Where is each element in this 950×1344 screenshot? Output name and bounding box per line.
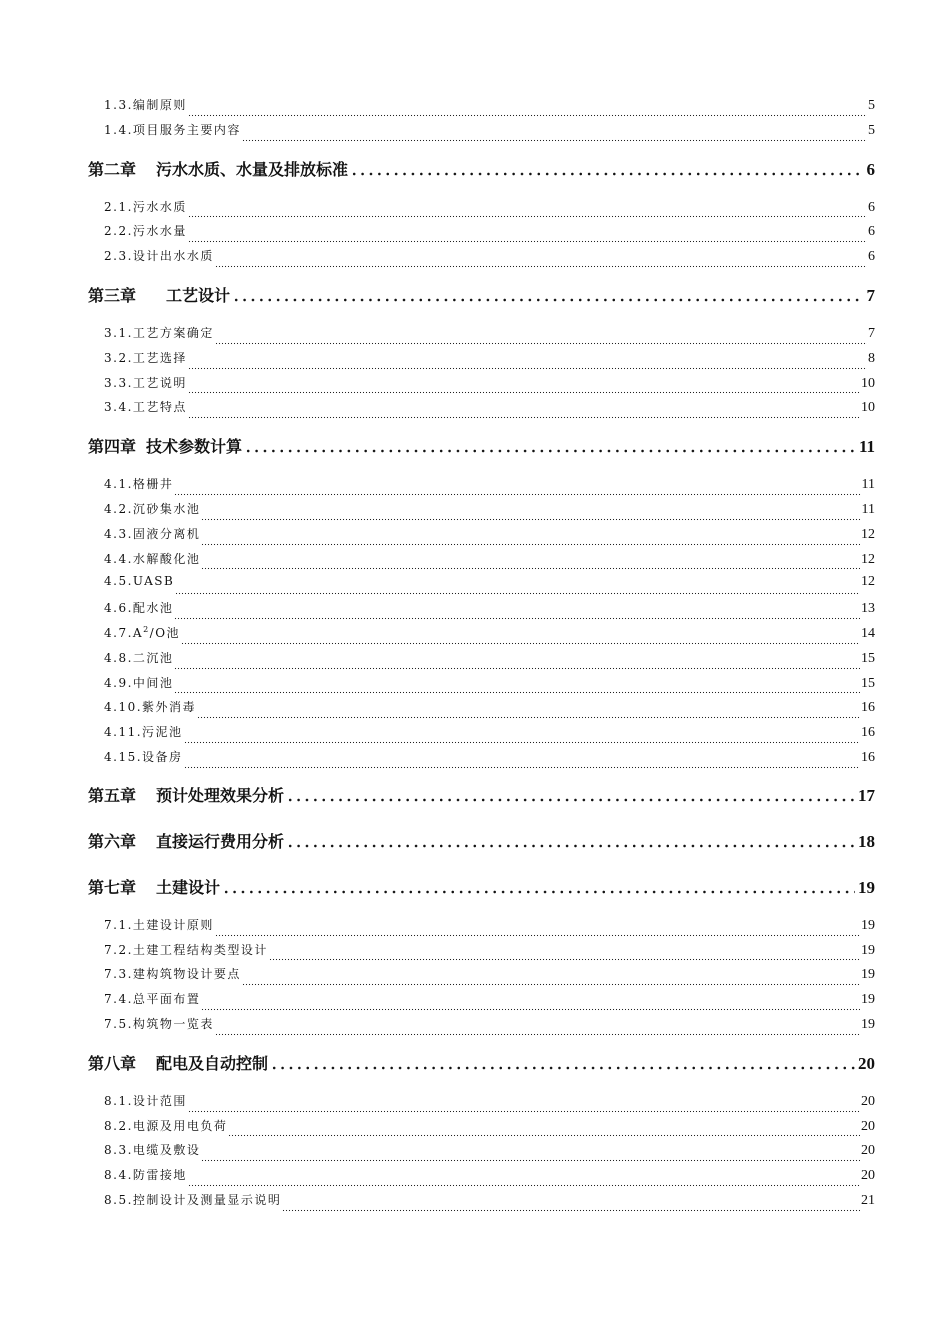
toc-page-number: 16 (861, 700, 875, 716)
toc-entry[interactable] (88, 674, 875, 699)
toc-page-number: 11 (861, 501, 875, 517)
toc-page-number: 5 (868, 122, 875, 138)
toc-page-number: 12 (861, 574, 875, 590)
dot-leader (188, 209, 867, 218)
toc-entry-label: 1.4.项目服务主要内容 (104, 122, 241, 137)
toc-entry-label: 4.9.中间池 (104, 675, 174, 690)
toc-page-number: 16 (861, 749, 875, 765)
dot-leader (286, 794, 855, 804)
toc-page-number: 19 (858, 877, 875, 897)
toc-entry[interactable] (88, 599, 875, 624)
toc-entry[interactable] (88, 475, 875, 500)
chapter-number: 第六章 (88, 831, 137, 851)
toc-entry[interactable] (88, 574, 875, 599)
toc-entry[interactable] (88, 374, 875, 399)
toc-entry-label: 4.3.固液分离机 (104, 526, 201, 541)
chapter-title: 土建设计 (156, 877, 221, 897)
dot-leader (201, 561, 860, 570)
dot-leader (222, 886, 855, 896)
toc-chapter[interactable] (88, 875, 875, 901)
toc-page-number: 19 (861, 992, 875, 1008)
dot-leader (188, 108, 867, 117)
toc-chapter[interactable] (88, 1051, 875, 1077)
toc-entry-label: 8.3.电缆及敷设 (104, 1143, 201, 1158)
toc-page-number: 12 (861, 526, 875, 542)
toc-page-number: 20 (861, 1168, 875, 1184)
toc-page-number: 10 (861, 400, 875, 416)
toc-page-number: 8 (868, 350, 875, 366)
dot-leader (215, 1027, 860, 1036)
toc-entry[interactable] (88, 121, 875, 146)
toc-entry[interactable] (88, 1141, 875, 1166)
toc-entry[interactable] (88, 1015, 875, 1040)
toc-page-number: 21 (861, 1192, 875, 1208)
toc-entry-label: 3.3.工艺说明 (104, 375, 187, 390)
toc-page-number: 5 (868, 98, 875, 113)
dot-leader (215, 928, 860, 937)
toc-entry[interactable] (88, 198, 875, 223)
toc-chapter[interactable] (88, 283, 875, 309)
table-of-contents (88, 96, 875, 1216)
toc-page-number: 20 (858, 1053, 875, 1073)
toc-page-number: 12 (861, 551, 875, 567)
toc-entry-label: 7.3.建构筑物设计要点 (104, 967, 241, 982)
dot-leader (174, 487, 860, 496)
toc-page-number: 19 (861, 1016, 875, 1032)
dot-leader (282, 1203, 860, 1212)
toc-entry[interactable] (88, 723, 875, 748)
toc-entry-label: 3.1.工艺方案确定 (104, 325, 214, 340)
dot-leader (174, 661, 860, 670)
toc-page-number: 13 (861, 601, 875, 617)
chapter-title: 预计处理效果分析 (156, 785, 285, 805)
toc-page-number: 10 (861, 375, 875, 391)
toc-entry[interactable] (88, 649, 875, 674)
toc-entry[interactable] (88, 349, 875, 374)
toc-page-number: 6 (868, 199, 875, 215)
toc-entry[interactable] (88, 990, 875, 1015)
toc-page-number: 20 (861, 1143, 875, 1159)
toc-entry[interactable] (88, 941, 875, 966)
dot-leader (244, 445, 856, 455)
chapter-title: 技术参数计算 (146, 437, 243, 457)
toc-entry-label: 2.3.设计出水水质 (104, 249, 214, 264)
toc-entry-label: 2.1.污水水质 (104, 199, 187, 214)
toc-entry-label: 8.1.设计范围 (104, 1093, 187, 1108)
toc-chapter[interactable] (88, 829, 875, 855)
toc-page-number: 6 (866, 159, 875, 179)
dot-leader (188, 385, 860, 394)
toc-entry[interactable] (88, 222, 875, 247)
toc-page-number: 16 (861, 725, 875, 741)
dot-leader (181, 636, 860, 645)
toc-entry-label: 4.15.设备房 (104, 749, 183, 764)
toc-entry[interactable] (88, 500, 875, 525)
toc-entry[interactable] (88, 1191, 875, 1216)
toc-entry[interactable] (88, 247, 875, 272)
dot-leader (228, 1128, 860, 1137)
toc-entry[interactable] (88, 1166, 875, 1191)
chapter-title: 工艺设计 (166, 285, 231, 305)
chapter-number: 第五章 (88, 785, 137, 805)
dot-leader (215, 259, 867, 268)
toc-entry[interactable] (88, 748, 875, 773)
dot-leader (175, 586, 860, 595)
dot-leader (201, 512, 860, 521)
toc-entry-label: 4.4.水解酸化池 (104, 551, 201, 566)
toc-entry[interactable] (88, 624, 875, 649)
toc-entry-label: 1.3.编制原则 (104, 98, 187, 112)
toc-entry-label: 7.1.土建设计原则 (104, 917, 214, 932)
toc-entry[interactable] (88, 965, 875, 990)
toc-entry[interactable] (88, 525, 875, 550)
toc-chapter[interactable] (88, 783, 875, 809)
dot-leader (350, 168, 863, 178)
toc-entry-label: 3.4.工艺特点 (104, 400, 187, 415)
toc-entry[interactable] (88, 324, 875, 349)
toc-entry-label: 3.2.工艺选择 (104, 350, 187, 365)
chapter-number: 第七章 (88, 877, 137, 897)
toc-entry[interactable] (88, 698, 875, 723)
toc-page-number: 11 (861, 477, 875, 493)
toc-page-number: 6 (868, 249, 875, 265)
toc-entry-label: 7.4.总平面布置 (104, 992, 201, 1007)
toc-page-number: 7 (866, 285, 875, 305)
toc-page-number: 14 (861, 625, 875, 641)
dot-leader (215, 336, 867, 345)
dot-leader (270, 1062, 855, 1072)
toc-entry-label: 8.5.控制设计及测量显示说明 (104, 1192, 282, 1207)
chapter-title: 污水水质、水量及排放标准 (156, 159, 349, 179)
dot-leader (188, 361, 867, 370)
toc-chapter[interactable] (88, 157, 875, 183)
toc-entry-label: 4.8.二沉池 (104, 650, 174, 665)
toc-page-number: 20 (861, 1118, 875, 1134)
dot-leader (188, 1104, 860, 1113)
toc-page-number: 17 (858, 785, 875, 805)
dot-leader (242, 133, 867, 142)
dot-leader (184, 760, 860, 769)
toc-page-number: 15 (861, 650, 875, 666)
toc-entry[interactable] (88, 96, 875, 121)
dot-leader (184, 735, 860, 744)
toc-entry-label: 4.1.格栅井 (104, 477, 174, 492)
toc-entry-label: 8.2.电源及用电负荷 (104, 1118, 228, 1133)
toc-page-number: 7 (868, 325, 875, 341)
toc-entry[interactable] (88, 1117, 875, 1142)
chapter-number: 第二章 (88, 159, 137, 179)
toc-entry[interactable] (88, 1092, 875, 1117)
chapter-number: 第四章 (88, 437, 137, 457)
toc-entry-label: 4.11.污泥池 (104, 725, 183, 740)
dot-leader (174, 611, 860, 620)
dot-leader (201, 1002, 860, 1011)
toc-entry-label: 4.10.紫外消毒 (104, 700, 197, 715)
dot-leader (188, 1178, 860, 1187)
dot-leader (201, 537, 860, 546)
dot-leader (197, 710, 860, 719)
toc-entry[interactable] (88, 550, 875, 575)
dot-leader (232, 294, 863, 304)
dot-leader (286, 840, 855, 850)
toc-page-number: 18 (858, 831, 875, 851)
toc-entry[interactable] (88, 398, 875, 423)
toc-entry-label: 4.2.沉砂集水池 (104, 501, 201, 516)
toc-page-number: 19 (861, 917, 875, 933)
toc-page-number: 19 (861, 942, 875, 958)
toc-page-number: 11 (858, 437, 875, 457)
dot-leader (188, 234, 867, 243)
dot-leader (242, 977, 860, 986)
chapter-title: 直接运行费用分析 (156, 831, 285, 851)
dot-leader (269, 952, 860, 961)
toc-entry-label: 4.6.配水池 (104, 601, 174, 616)
toc-page-number: 15 (861, 675, 875, 691)
toc-entry-label: 2.2.污水水量 (104, 224, 187, 239)
dot-leader (188, 410, 860, 419)
dot-leader (174, 685, 860, 694)
toc-page-number: 20 (861, 1093, 875, 1109)
toc-page-number: 19 (861, 967, 875, 983)
toc-entry-label: 7.2.土建工程结构类型设计 (104, 942, 268, 957)
chapter-title: 配电及自动控制 (156, 1053, 269, 1073)
toc-entry-label: 4.5.UASB (104, 574, 175, 589)
toc-entry-label: $4.7.A^2/O$池 (104, 624, 181, 640)
toc-entry-label: 7.5.构筑物一览表 (104, 1016, 214, 1031)
toc-chapter[interactable] (88, 434, 875, 460)
toc-entry[interactable] (88, 916, 875, 941)
chapter-number: 第八章 (88, 1053, 137, 1073)
toc-entry-label: 8.4.防雷接地 (104, 1168, 187, 1183)
dot-leader (201, 1153, 860, 1162)
toc-page-number: 6 (868, 224, 875, 240)
chapter-number: 第三章 (88, 285, 137, 305)
